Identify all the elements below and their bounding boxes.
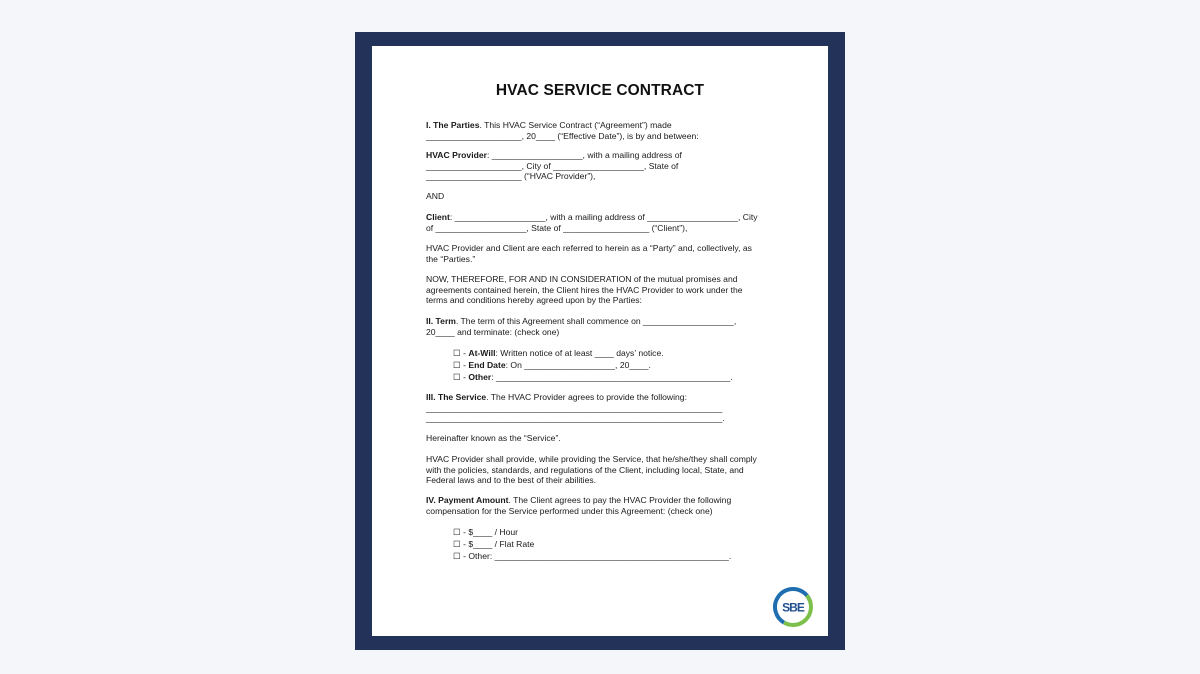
section-service: III. The Service. The HVAC Provider agrees to provide the following: ______________________________________________________________ ______________________________________________________________. xyxy=(426,392,725,423)
document-page xyxy=(372,46,828,636)
checkbox-icon: ☐ xyxy=(453,372,461,382)
payment-option-flat-rate: ☐ - $____ / Flat Rate xyxy=(453,539,535,549)
and-text: AND xyxy=(426,191,445,201)
checkbox-icon: ☐ xyxy=(453,539,461,549)
section-client: Client: ___________________, with a mailing address of ___________________, City of ___________________, State of __________________ (“Client”), xyxy=(426,212,758,233)
service-blank-line: ______________________________________________________________. xyxy=(426,413,725,423)
section-heading: II. Term xyxy=(426,316,456,326)
document-title: HVAC SERVICE CONTRACT xyxy=(495,82,705,99)
sbe-logo xyxy=(772,586,814,628)
term-option-end-date: ☐ - End Date: On ___________________, 20____. xyxy=(453,360,651,370)
section-provider: HVAC Provider: ___________________, with a mailing address of ____________________, City of ___________________, State of ____________________ (“HVAC Provider”), xyxy=(426,150,682,181)
section-heading: I. The Parties xyxy=(426,120,480,130)
checkbox-icon: ☐ xyxy=(453,527,461,537)
service-hereinafter: Hereinafter known as the “Service”. xyxy=(426,433,561,443)
section-heading: III. The Service xyxy=(426,392,487,402)
provider-label: HVAC Provider xyxy=(426,150,487,160)
service-blank-line: ______________________________________________________________ xyxy=(426,402,723,413)
term-option-other: ☐ - Other: _________________________________________________. xyxy=(453,372,733,382)
client-label: Client xyxy=(426,212,450,222)
section-heading: IV. Payment Amount xyxy=(426,495,509,505)
document-frame xyxy=(355,32,845,650)
payment-option-hourly: ☐ - $____ / Hour xyxy=(453,527,519,537)
svg-text:SBE: SBE xyxy=(782,600,804,615)
payment-option-other: ☐ - Other: _________________________________________________. xyxy=(453,551,732,561)
section-term: II. Term. The term of this Agreement shall commence on ___________________, 20____ and terminate: (check one) xyxy=(426,316,737,337)
checkbox-icon: ☐ xyxy=(453,360,461,370)
service-compliance: HVAC Provider shall provide, while providing the Service, that he/she/they shall comply with the policies, standards, and regulations of the Client, including local, State, and Federal laws and to the best of their abilities. xyxy=(426,454,757,485)
consideration-clause: NOW, THEREFORE, FOR AND IN CONSIDERATION of the mutual promises and agreements contained herein, the Client hires the HVAC Provider to work under the terms and conditions hereby agreed upon by the Parties: xyxy=(426,274,743,305)
term-option-at-will: ☐ - At-Will: Written notice of at least ____ days’ notice. xyxy=(453,348,664,358)
party-definition: HVAC Provider and Client are each referred to herein as a “Party” and, collectively, as the “Parties.” xyxy=(426,243,752,264)
sbe-logo-icon xyxy=(772,586,814,628)
checkbox-icon: ☐ xyxy=(453,551,461,561)
section-payment: IV. Payment Amount. The Client agrees to pay the HVAC Provider the following compensation for the Service performed under this Agreement: (check one) xyxy=(426,495,732,516)
section-parties: I. The Parties. This HVAC Service Contract (“Agreement”) made ____________________, 20____ (“Effective Date”), is by and between: xyxy=(426,120,699,141)
checkbox-icon: ☐ xyxy=(453,348,461,358)
